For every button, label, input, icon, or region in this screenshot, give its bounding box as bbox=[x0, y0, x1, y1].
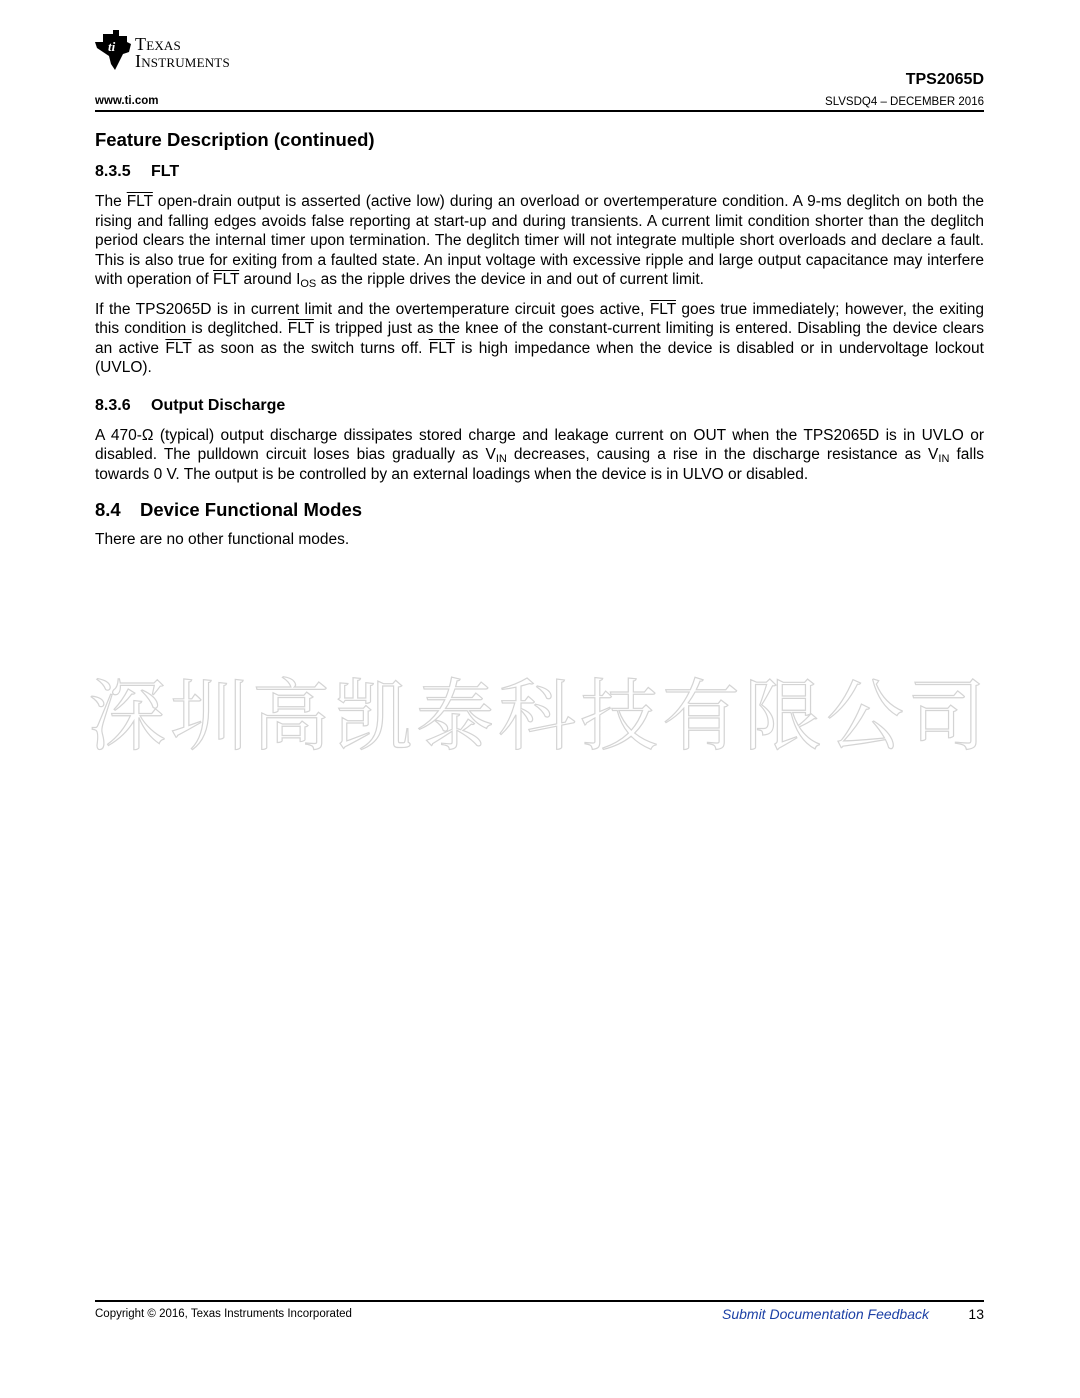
ti-logo bbox=[95, 30, 230, 70]
section-title: Output Discharge bbox=[151, 396, 286, 414]
flt-signal: $\overline{FLT}$ bbox=[287, 320, 314, 337]
flt-signal: $\overline{FLT}$ bbox=[213, 271, 240, 288]
continued-heading: Feature Description (continued) bbox=[95, 129, 375, 150]
main-content bbox=[95, 128, 984, 560]
svg-text:ti: ti bbox=[108, 39, 116, 54]
modes-paragraph: There are no other functional modes. bbox=[95, 531, 350, 548]
copyright-notice: Copyright © 2016, Texas Instruments Incorporated bbox=[95, 1308, 352, 1320]
flt-signal: $\overline{FLT}$ bbox=[126, 193, 153, 210]
section-number: 8.4 bbox=[95, 499, 121, 520]
flt-signal: $\overline{FLT}$ bbox=[649, 300, 676, 318]
section-title: FLT bbox=[151, 163, 180, 180]
submit-feedback-link[interactable]: Submit Documentation Feedback bbox=[722, 1306, 929, 1322]
part-number: TPS2065D bbox=[905, 71, 984, 88]
header-rule bbox=[95, 110, 984, 112]
footer-rule bbox=[95, 1300, 984, 1302]
section-8-3-6-heading bbox=[95, 396, 984, 416]
logo-line-1: Texas bbox=[135, 34, 181, 54]
section-title: Device Functional Modes bbox=[140, 499, 363, 520]
flt-signal: $\overline{FLT}$ bbox=[428, 339, 455, 357]
company-watermark: 深圳高凯泰科技有限公司 bbox=[88, 672, 991, 762]
flt-paragraph-1: The $\overline{FLT}$ open-drain output is asserted (active low) during an overload or overtemperature condition. A 9-ms deglitch on both the rising and falling edges avoids false reporting at start-up and during transients. A current limit condition shorter than the deglitch period clears the internal timer upon termination. The deglitch timer will not integrate multiple short overloads and declare a fault. This is also true for exiting from a faulted state. An input voltage with excessive ripple and large output capacitance may interfere with operation of $\overline{FLT}$ around $I_{OS}$ as the ripple drives the device in and out of current limit. bbox=[95, 193, 984, 290]
section-number: 8.3.6 bbox=[95, 396, 131, 414]
page-number: 13 bbox=[968, 1306, 984, 1322]
ti-state-logo-icon bbox=[95, 30, 133, 70]
logo-line-2: Instruments bbox=[135, 51, 230, 71]
discharge-paragraph: A 470-Ω (typical) output discharge dissipates stored charge and leakage current on OUT when the TPS2065D is in UVLO or disabled. The pulldown circuit loses bias gradually as $V_{IN}$ decreases, causing a rise in the discharge resistance as $V_{IN}$ falls towards 0 V. The output is be controlled by an external loadings when the device is in ULVO or disabled. bbox=[95, 426, 985, 483]
website-link[interactable]: www.ti.com bbox=[95, 95, 159, 107]
flt-paragraph-2: If the TPS2065D is in current limit and the overtemperature circuit goes active, $\overline{FLT}$ goes true immediately; however, the exiting this condition is deglitched. $\overline{FLT}$ is tripped just as the knee of the constant-current limiting is entered. Disabling the device clears an active $\overline{FLT}$ as soon as the switch turns off. $\overline{FLT}$ is high impedance when the device is disabled or in undervoltage lockout (UVLO). bbox=[95, 300, 985, 376]
flt-signal: $\overline{FLT}$ bbox=[165, 339, 192, 357]
document-id: SLVSDQ4 – DECEMBER 2016 bbox=[825, 96, 984, 108]
section-number: 8.3.5 bbox=[95, 163, 131, 180]
section-8-3-5-heading bbox=[95, 162, 984, 182]
section-8-4-heading bbox=[95, 498, 984, 522]
ti-logo-wordmark bbox=[135, 36, 230, 70]
